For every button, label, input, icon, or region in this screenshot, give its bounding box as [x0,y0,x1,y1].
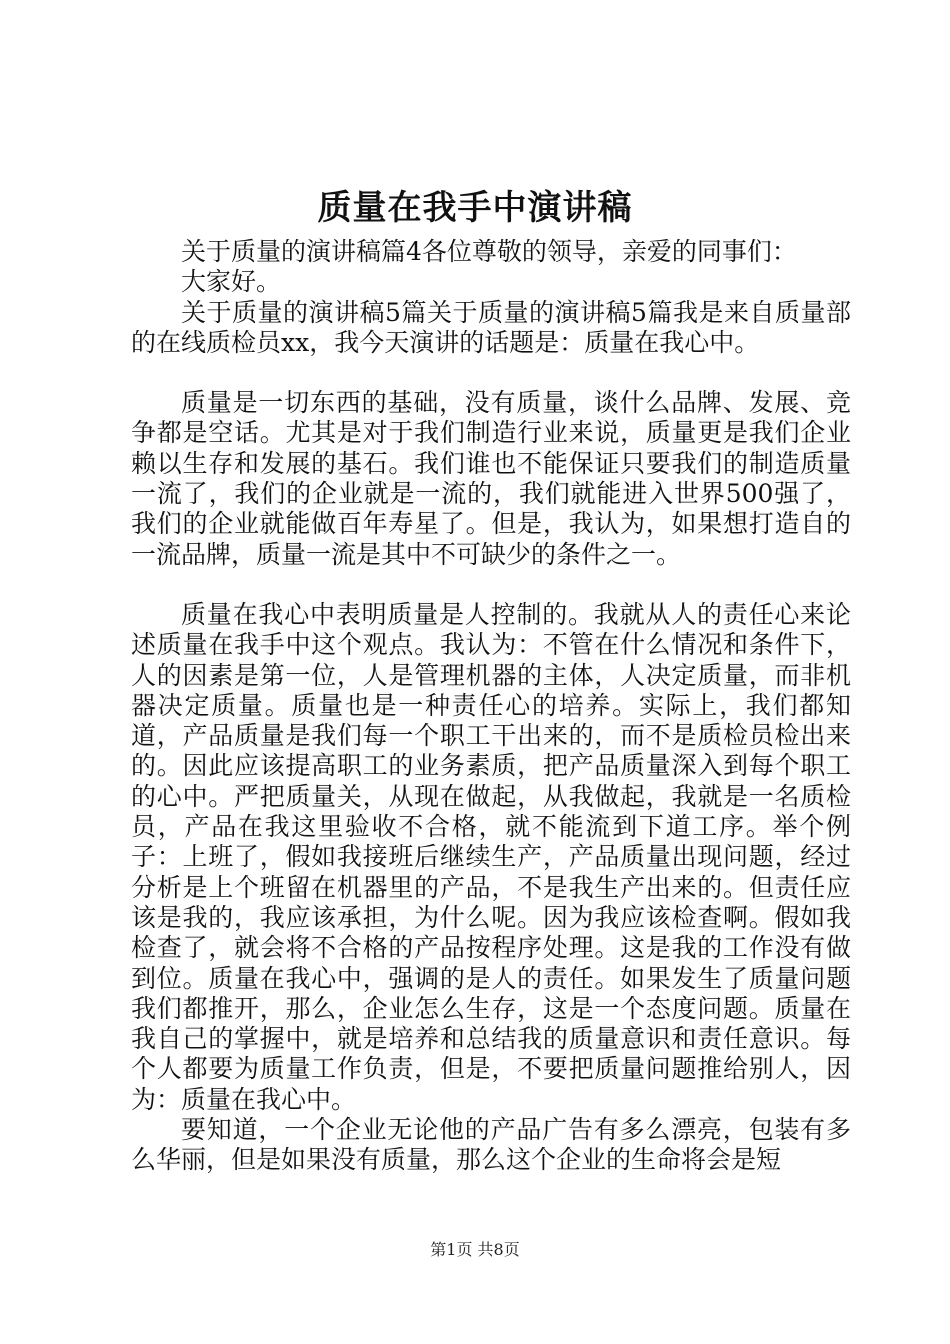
document-body [131,237,851,1176]
paragraph-salutation: 大家好。 [181,267,282,297]
paragraph-quality-foundation: 质量是一切东西的基础，没有质量，谈什么品牌、发展、竞争都是空话。尤其是对于我们制造行业来说，质量更是我们企业赖以生存和发展的基石。我们谁也不能保证只要我们的制造质量一流了，我们的企业就是一流的，我们就能进入世界500强了，我们的企业就能做百年寿星了。但是，我认为，如果想打造自的一流品牌，质量一流是其中不可缺少的条件之一。 [131,388,851,569]
paragraph-closing: 要知道，一个企业无论他的产品广告有多么漂亮，包装有多么华丽，但是如果没有质量，那么这个企业的生命将会是短 [131,1115,851,1175]
paragraph-quality-responsibility: 质量在我心中表明质量是人控制的。我就从人的责任心来论述质量在我手中这个观点。我认为：不管在什么情况和条件下，人的因素是第一位，人是管理机器的主体，人决定质量，而非机器决定质量。质量也是一种责任心的培养。实际上，我们都知道，产品质量是我们每一个职工干出来的，而不是质检员检出来的。因此应该提高职工的业务素质，把产品质量深入到每个职工的心中。严把质量关，从现在做起，从我做起，我就是一名质检员，产品在我这里验收不合格，就不能流到下道工序。举个例子：上班了，假如我接班后继续生产，产品质量出现问题，经过分析是上个班留在机器里的产品，不是我生产出来的。但责任应该是我的，我应该承担，为什么呢。因为我应该检查啊。假如我检查了，就会将不合格的产品按程序处理。这是我的工作没有做到位。质量在我心中，强调的是人的责任。如果发生了质量问题我们都推开，那么，企业怎么生存，这是一个态度问题。质量在我自己的掌握中，就是培养和总结我的质量意识和责任意识。每个人都要为质量工作负责，但是，不要把质量问题推给别人，因为：质量在我心中。 [131,599,851,1114]
paragraph-greeting: 关于质量的演讲稿篇4各位尊敬的领导，亲爱的同事们： [181,237,797,266]
document-title: 质量在我手中演讲稿 [317,188,633,228]
page-number-footer: 第1页 共8页 [430,1240,520,1259]
paragraph-intro: 关于质量的演讲稿5篇关于质量的演讲稿5篇我是来自质量部的在线质检员xx，我今天演讲的话题是：质量在我心中。 [131,297,851,357]
